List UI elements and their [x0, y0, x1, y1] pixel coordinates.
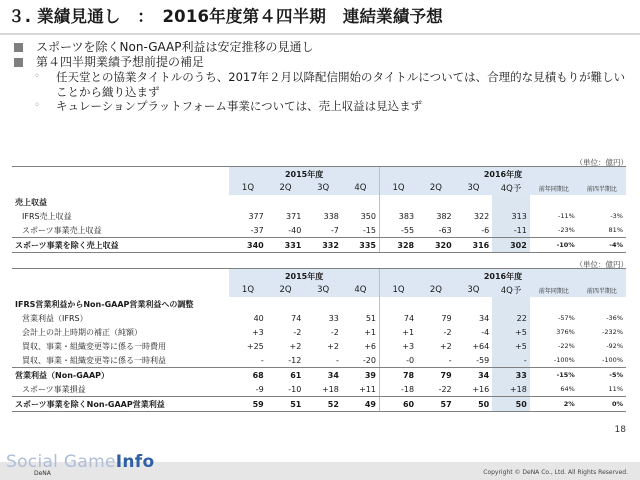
value-cell: 68	[252, 370, 264, 380]
forecast-value-cell: 302	[492, 238, 530, 253]
table-row	[12, 397, 626, 412]
year-header-2016: 2016年度	[380, 269, 627, 284]
row-label: スポーツ事業を除く売上収益	[12, 238, 229, 253]
qoq-cell: -92%	[606, 342, 623, 350]
value-cell: 51	[267, 397, 305, 412]
quarter-header: 2Q	[267, 283, 305, 297]
forecast-value-cell: 50	[492, 397, 530, 412]
value-cell: +6	[364, 341, 376, 351]
value-cell	[417, 195, 455, 209]
yoy-cell	[530, 195, 578, 209]
value-cell: 40	[253, 313, 264, 323]
value-cell	[455, 297, 493, 311]
quarter-header-forecast: 4Q予	[492, 283, 530, 297]
value-cell: -7	[304, 223, 342, 238]
forecast-value-cell: +5	[492, 339, 530, 353]
value-cell: 382	[436, 211, 452, 221]
value-cell: 332	[304, 238, 342, 253]
value-cell: -37	[229, 223, 267, 238]
yoy-cell: -23%	[530, 223, 578, 238]
value-cell: -40	[267, 223, 305, 238]
page-number: 18	[614, 425, 626, 435]
row-label: IFRS営業利益からNon-GAAP営業利益への調整	[15, 299, 194, 309]
yoy-cell: -22%	[558, 342, 575, 350]
year-header-2016: 2016年度	[380, 167, 627, 182]
value-cell: 60	[380, 397, 418, 412]
unit-label: （単位：億円）	[575, 158, 628, 167]
value-cell: -9	[229, 382, 267, 397]
value-cell: -59	[455, 353, 493, 368]
value-cell: -	[229, 353, 267, 368]
yoy-header: 前年同期比	[530, 283, 578, 297]
value-cell: 383	[380, 209, 418, 223]
value-cell: +2	[289, 341, 302, 351]
row-label: 買収、事業・組織変更等に係る一時費用	[22, 341, 166, 351]
quarter-header: 3Q	[455, 181, 493, 195]
sub-bullet-item	[14, 70, 634, 99]
dena-logo: DeNA	[34, 470, 51, 477]
forecast-value-cell: +18	[492, 382, 530, 397]
yoy-cell: -15%	[556, 371, 575, 379]
bullet-item	[14, 40, 634, 55]
value-cell	[267, 297, 305, 311]
value-cell: 52	[304, 397, 342, 412]
dot-bullet-icon: ◦	[34, 71, 40, 82]
value-cell: -4	[481, 327, 490, 337]
qoq-cell: -100%	[578, 353, 626, 368]
bullet-text: 第４四半期業績予想前提の補足	[36, 55, 205, 69]
row-label: 売上収益	[15, 197, 47, 207]
forecast-value-cell: 33	[492, 368, 530, 383]
value-cell: 377	[248, 211, 264, 221]
row-label: 営業利益（Non-GAAP）	[15, 370, 110, 380]
qoq-cell	[578, 297, 626, 311]
value-cell: +2	[327, 341, 339, 351]
value-cell: +3	[251, 327, 264, 337]
value-cell: 340	[229, 238, 267, 253]
value-cell: 34	[327, 370, 339, 380]
qoq-cell: 11%	[578, 382, 626, 397]
value-cell: 50	[455, 397, 493, 412]
yoy-cell: -10%	[530, 238, 578, 253]
quarter-header: 1Q	[229, 283, 267, 297]
value-cell: 33	[328, 313, 339, 323]
table-row	[12, 209, 626, 223]
qoq-header: 前四半期比	[578, 283, 626, 297]
bullet-text: スポーツを除くNon-GAAP利益は安定推移の見通し	[36, 40, 314, 54]
value-cell	[229, 297, 267, 311]
value-cell: -0	[380, 353, 418, 368]
value-cell	[304, 297, 342, 311]
row-label: IFRS売上収益	[22, 211, 72, 221]
value-cell: +25	[246, 341, 264, 351]
year-header-2015: 2015年度	[229, 269, 379, 284]
quarter-header-row	[12, 283, 626, 297]
slide-title: ３. 業績見通し ： 2016年度第４四半期 連結業績予想	[8, 7, 443, 26]
sub-bullet-text: キュレーションプラットフォーム事業については、売上収益は見込まず	[56, 99, 423, 113]
year-header-row	[12, 269, 626, 284]
year-header-row	[12, 167, 626, 182]
value-cell: -55	[380, 223, 418, 238]
value-cell: -2	[330, 327, 339, 337]
revenue-table	[12, 166, 626, 253]
row-label: 会計上の計上時期の補正（純額）	[22, 327, 142, 337]
value-cell: -10	[267, 382, 305, 397]
value-cell: 59	[229, 397, 267, 412]
value-cell: 74	[380, 311, 418, 325]
social-game-info-logo: Social GameInfo	[6, 452, 155, 472]
quarter-header: 3Q	[304, 181, 342, 195]
table-row	[12, 339, 626, 353]
value-cell: 74	[291, 313, 302, 323]
row-label: スポーツ事業損益	[12, 382, 229, 397]
value-cell	[380, 297, 418, 311]
value-cell: +16	[455, 382, 493, 397]
value-cell: 331	[267, 238, 305, 253]
value-cell: -	[304, 353, 342, 368]
value-cell: 335	[342, 238, 380, 253]
value-cell: 338	[323, 211, 339, 221]
value-cell: -2	[293, 327, 302, 337]
quarter-header-forecast: 4Q予	[492, 181, 530, 195]
table-row	[12, 353, 626, 368]
value-cell: +2	[439, 341, 452, 351]
square-bullet-icon	[14, 43, 23, 52]
forecast-value-cell: -	[492, 353, 530, 368]
row-label: スポーツ事業売上収益	[12, 223, 229, 238]
value-cell: +1	[364, 327, 376, 337]
value-cell: -2	[443, 327, 452, 337]
value-cell: -6	[455, 223, 493, 238]
value-cell	[229, 195, 267, 209]
qoq-header: 前四半期比	[578, 181, 626, 195]
qoq-cell: 0%	[578, 397, 626, 412]
sub-bullet-item	[14, 99, 634, 114]
value-cell	[342, 195, 380, 209]
quarter-header-row	[12, 181, 626, 195]
value-cell: +11	[342, 382, 380, 397]
value-cell: -18	[380, 382, 418, 397]
value-cell: 61	[290, 370, 302, 380]
yoy-cell: -57%	[558, 314, 575, 322]
qoq-cell: -5%	[609, 371, 623, 379]
value-cell	[380, 195, 418, 209]
yoy-cell: 2%	[530, 397, 578, 412]
qoq-cell: 81%	[578, 223, 626, 238]
table-row	[12, 223, 626, 238]
value-cell: -12	[267, 353, 305, 368]
yoy-cell: 64%	[530, 382, 578, 397]
quarter-header: 3Q	[455, 283, 493, 297]
value-cell: 79	[441, 313, 452, 323]
value-cell: -63	[417, 223, 455, 238]
value-cell: 34	[479, 313, 490, 323]
unit-label: （単位：億円）	[575, 260, 628, 269]
value-cell: 49	[342, 397, 380, 412]
quarter-header: 2Q	[417, 181, 455, 195]
quarter-header: 1Q	[380, 283, 418, 297]
table-row	[12, 325, 626, 339]
value-cell	[342, 297, 380, 311]
value-cell: 39	[364, 370, 376, 380]
quarter-header: 2Q	[417, 283, 455, 297]
table-row	[12, 368, 626, 383]
value-cell: 371	[286, 211, 302, 221]
profit-table	[12, 268, 626, 412]
value-cell: -20	[342, 353, 380, 368]
quarter-header: 3Q	[304, 283, 342, 297]
title-divider	[0, 33, 640, 35]
forecast-value-cell: +5	[492, 325, 530, 339]
quarter-header: 2Q	[267, 181, 305, 195]
yoy-cell: -11%	[558, 212, 575, 220]
forecast-value-cell: 313	[492, 209, 530, 223]
forecast-value-cell	[492, 195, 530, 209]
value-cell: 320	[417, 238, 455, 253]
value-cell: 350	[360, 211, 376, 221]
forecast-value-cell	[492, 297, 530, 311]
table-row	[12, 311, 626, 325]
value-cell: 34	[478, 370, 490, 380]
qoq-cell: -232%	[602, 328, 623, 336]
qoq-cell: -36%	[606, 314, 623, 322]
forecast-value-cell: -11	[492, 223, 530, 238]
row-label: 買収、事業・組織変更等に係る一時利益	[12, 353, 229, 368]
table-row	[12, 382, 626, 397]
value-cell: -	[417, 353, 455, 368]
table-row	[12, 238, 626, 253]
bullet-item	[14, 55, 634, 70]
quarter-header: 4Q	[342, 283, 380, 297]
qoq-cell: -4%	[578, 238, 626, 253]
value-cell: +1	[380, 325, 418, 339]
table-row	[12, 297, 626, 311]
value-cell: 328	[380, 238, 418, 253]
value-cell	[267, 195, 305, 209]
row-label: スポーツ事業を除くNon-GAAP営業利益	[12, 397, 229, 412]
quarter-header: 1Q	[380, 181, 418, 195]
value-cell: 79	[440, 370, 452, 380]
qoq-cell: -3%	[610, 212, 623, 220]
quarter-header: 1Q	[229, 181, 267, 195]
value-cell: 322	[473, 211, 490, 221]
bullet-list	[14, 40, 634, 114]
square-bullet-icon	[14, 58, 23, 67]
value-cell: 57	[417, 397, 455, 412]
value-cell	[455, 195, 493, 209]
value-cell: +3	[380, 339, 418, 353]
value-cell: +18	[304, 382, 342, 397]
yoy-cell	[530, 297, 578, 311]
value-cell	[417, 297, 455, 311]
value-cell: 51	[365, 313, 376, 323]
value-cell: 316	[455, 238, 493, 253]
value-cell	[304, 195, 342, 209]
quarter-header: 4Q	[342, 181, 380, 195]
value-cell: -22	[417, 382, 455, 397]
row-label: 営業利益（IFRS）	[22, 313, 88, 323]
value-cell: 78	[380, 368, 418, 383]
value-cell: -15	[342, 223, 380, 238]
yoy-header: 前年同期比	[530, 181, 578, 195]
copyright-text: Copyright © DeNA Co., Ltd. All Rights Reserved.	[483, 469, 628, 476]
table-row	[12, 195, 626, 209]
yoy-cell: 376%	[556, 328, 575, 336]
year-header-2015: 2015年度	[229, 167, 379, 182]
value-cell: +64	[472, 341, 490, 351]
yoy-cell: -100%	[530, 353, 578, 368]
sub-bullet-text: 任天堂との協業タイトルのうち、2017年２月以降配信開始のタイトルについては、合理的な見積もりが難しいことから織り込まず	[56, 70, 626, 99]
qoq-cell	[578, 195, 626, 209]
dot-bullet-icon: ◦	[34, 100, 40, 111]
forecast-value-cell: 22	[492, 311, 530, 325]
